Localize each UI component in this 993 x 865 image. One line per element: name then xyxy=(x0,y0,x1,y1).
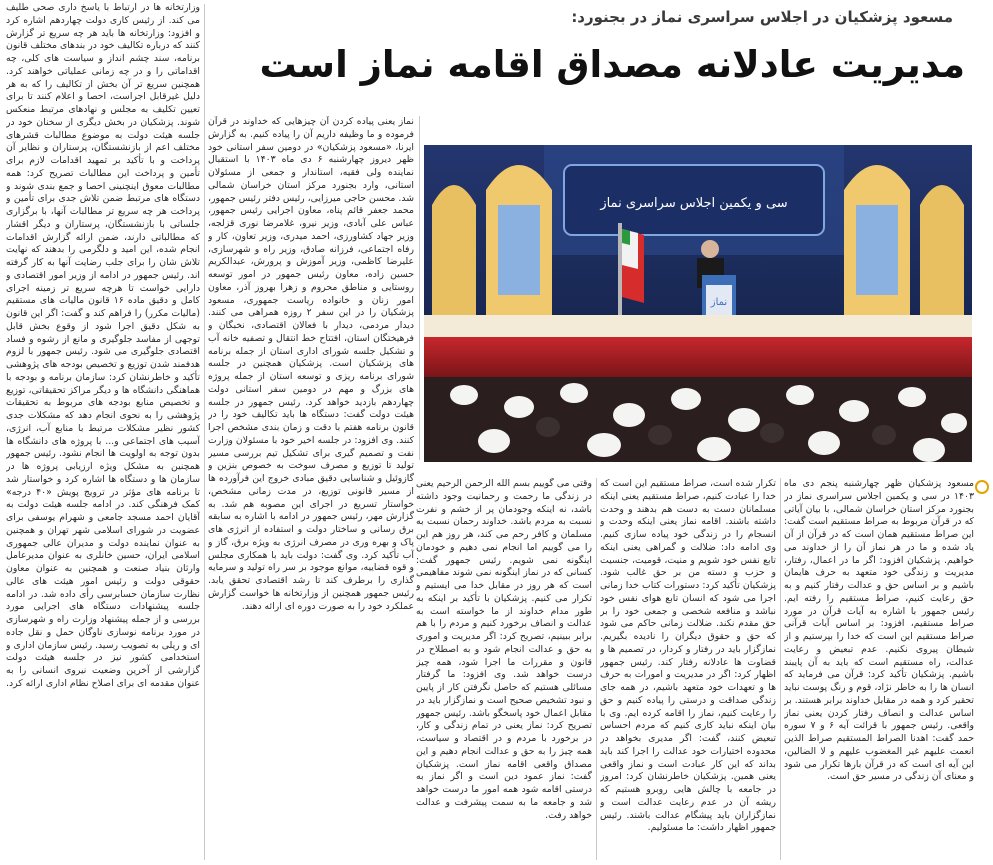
article-headline: مدیریت عادلانه مصداق اقامه نماز است xyxy=(259,43,965,86)
bottom-column-3-paragraph: مسعود پزشکیان ظهر چهارشنبه پنجم دی ماه ۱۴۰۳ در سی و یکمین اجلاس سراسری نماز در بجنورد مرکز استان خراسان شمالی، با بیان آیاتی که در قرآن مربوط به صراط مستقیم است گفت: این صراط مستقیم همان است که در قرآن از آن یاد شده و ما در هر نماز آن را از خداوند می خواهیم. پزشکیان افزود: اگر ما در اعمال، رفتار، مدیریت و زندگی خود متعهد به حرف هایمان باشیم و بر اساس حق و عدالت رفتار کنیم و به حق رعایت کنیم، صراط مستقیم را رفته ایم. رئیس جمهور با اشاره به آیات قرآن در مورد صراط مستقیم، افزود: بر اساس آیات قرآنی صراط مستقیم این است که خدا را بپرستیم و از شیطان پیروی نکنیم. عدم تبعیض و رعایت عدالت، راه مستقیم است که باید به آن پایبند باشیم. پزشکیان تأکید کرد: قرآن می فرماید که انسان ها را به خاطر نژاد، قوم و رنگ پوست نباید تحقیر کرد و همه در مقابل خداوند برابر هستند. بر اساس عدالت و انصاف رفتار کردن یعنی نماز واقعی. رئیس جمهور با قرائت آیه ۶ و ۷ سوره حمد گفت: اهدنا الصراط المستقیم صراط الذین انعمت علیهم غیر المغضوب علیهم و لا الضالین، این آیه ای است که در قرآن بارها تکرار می شود و معنای آن زندگی در مسیر حق است. xyxy=(784,478,974,783)
column-divider xyxy=(204,4,205,860)
column-divider xyxy=(596,478,597,860)
article-photo xyxy=(424,145,972,462)
bottom-column-3-text xyxy=(784,478,974,864)
middle-column-text xyxy=(208,116,414,864)
article-start-marker-icon xyxy=(975,480,989,494)
left-column-text xyxy=(6,2,200,862)
middle-column-paragraph: نماز یعنی پیاده کردن آن چیزهایی که خداوند در قرآن فرموده و ما وظیفه داریم آن را پیاده کنیم. به گزارش ایرنا، «مسعود پزشکیان» در دومین سفر استانی خود ظهر دیروز چهارشنبه ۶ دی ماه ۱۴۰۳ با استقبال نماینده ولی فقیه، استاندار و جمعی از مسئولان استانی، وارد بجنورد مرکز استان خراسان شمالی شد. محسن حاجی میرزایی، رئیس دفتر رئیس جمهور، محمد جعفر قائم پناه، معاون اجرایی رئیس جمهور، عباس علی آبادی، وزیر نیرو، غلامرضا نوری قزلجه، وزیر جهاد کشاورزی، احمد میدری، وزیر تعاون، کار و رفاه اجتماعی، فرزانه صادق، وزیر راه و شهرسازی، علیرضا کاظمی، وزیر آموزش و پرورش، عبدالکریم حسین زاده، معاون رئیس جمهور در امور توسعه روستایی و مناطق محروم و زهرا بهروز آذر، معاون امور زنان و خانواده ریاست جمهوری، مسعود پزشکیان را در این سفر ۲ روزه همراهی می کنند. دیدار مردمی، دیدار با فعالان اقتصادی، نخبگان و فرهیختگان استان، افتتاح خط انتقال و تصفیه خانه آب و تشکیل جلسه شورای اداری استان از جمله برنامه های پزشکیان است. پزشکیان همچنین در جلسه شورای برنامه ریزی و توسعه استان از جمله پروژه های بزرگ و مهم در دومین سفر استانی دولت چهاردهم بازدید خواهد کرد. رئیس جمهور در جلسه هیئت دولت گفت: دستگاه ها باید تکالیف خود را در قانون برنامه هفتم با دقت و زمان بندی مشخص اجرا کنند. وی افزود: در جلسه اخیر خود با مسئولان وزارت نفت و تصمیم گیری برای تشکیل تیم بررسی مسیر تولید تا توزیع و مصرف سوخت به خصوص بنزین و گازوئیل و شناسایی دقیق مبادی خروج این فرآورده ها از مسیر قانونی توزیع، در مدت زمانی مشخص، خواستار تسریع در اجرای این مصوبه هم شد. به گزارش مهر، رئیس جمهور در ادامه با اشاره به سابقه برق رسانی و ساختار دولت و استفاده از انرژی های پاک و بهره وری در مصرف انرژی به ویژه برق، گاز و آب تأکید کرد. وی گفت: دولت باید با همکاری مجلس و قوه قضاییه، موانع موجود بر سر راه تولید و سرمایه گذاری را برطرف کند تا رشد اقتصادی تحقق یابد. رئیس جمهور همچنین از وزارتخانه ها خواست گزارش عملکرد خود را به صورت دوره ای ارائه دهند. xyxy=(208,116,414,612)
podium-logo-text: نماز xyxy=(710,297,728,308)
left-column-paragraph: وزارتخانه ها در ارتباط با یاسخ داری صحی طلیف می کند. از رئیس کاری دولت چهاردهم اشاره کرد و افزود: وزارتخانه ها باید هر چه سریع تر گزارش کنند که درباره تکالیف خود در بندهای مختلف قانون برنامه، سند چشم انداز و سیاست های کلی، چه اقداماتی را و در چه زمانی عملیاتی خواهند کرد. همچنین سریع تر آن بخش از تکالیف را که به هر دلیل غیرقابل اجراست، احصا و اعلام کنند تا برای تعیین تکلیف به مجلس و نهادهای مرتبط منعکس شوند. پزشکیان در بخش دیگری از سخنان خود در جلسه هیئت دولت به موضوع مطالبات قشرهای مختلف اعم از بازنشستگان، پرستاران و نظایر آن پرداخت و با تأکید بر تمهید اقدامات لازم برای تأمین و پرداخت این مطالبات تصریح کرد: همه مطالبات معوق اینچنینی احصا و جمع بندی شوند و دستگاه های مرتبط ضمن تلاش جدی برای تأمین و پرداخت هر چه سریع تر مطالبات آنها، با برگزاری جلساتی با بازنشستگان، پرستاران و دیگر اقشار که مطالباتی دارند، ضمن ارائه گزارش اقدامات انجام شده، این امید و دلگرمی را بدهند که نهایت تلاش شان را برای جلب رضایت آنها به کار گرفته اند. رئیس جمهور در ادامه از وزیر امور اقتصادی و دارایی خواست تا هرچه سریع تر زمینه اجرای کامل و دقیق ماده ۱۶ قانون مالیات های مستقیم (مالیات مکرر) را فراهم کند و گفت: اگر این قانون به شکل دقیق اجرا شود از وقوع بخش قابل توجهی از مفاسد جلوگیری و مانع از رشوه و فساد اقتصادی جلوگیری می شود. رئیس جمهور با لزوم هدفمند شدن توزیع و تخصیص بودجه های پژوهشی تأکید و خاطرنشان کرد: سازمان برنامه و بودجه با هماهنگی دانشگاه ها و دیگر مراکز تحقیقاتی، توزیع و تخصیص منابع بودجه های مربوط به تحقیقات پژوهشی را به نحوی انجام دهد که مشکلات جدی کشور نظیر مشکلات مرتبط با منابع آب، انرژی، آسیب های اجتماعی و... با پروژه های دانشگاه ها بدون توجه به اولویت ها انجام نشود. رئیس جمهور همچنین به مشکل ویژه ارزیابی پروژه ها در سازمان ها و دستگاه ها اشاره کرد و خواستار شد تا برنامه های مؤثر در ترویج پویش «۴۰ درجه» کمک فرهنگی کند. در ادامه جلسه هیئت دولت به آقایان احمد مسجد جامعی و شهرام یوسفی برای عضویت در شورای اسلامی شهر تهران و همچنین به عنوان نماینده دولت و مدیران عالی جمهوری اسلامی ایران، حسین خانلری به عنوان مدیرعامل وارثان بنیاد صنعت و همچنین به عنوان معاون حقوقی دولت و رئیس امور هیئت های عالی نظارت سازمان حسابرسی رأی داده شد. در ادامه جلسه پیشنهادات دستگاه های اجرایی مورد بررسی و از جمله پیشنهاد وزارت راه و شهرسازی در مورد برنامه نوسازی ناوگان حمل و نقل جاده ای و ریلی به تصویب رسید. رئیس سازمان اداری و استخدامی کشور نیز در جلسه هیئت دولت گزارشی از آخرین وضعیت نیروی انسانی را به عنوان مقدمه ای برای اصلاح نظام اداری ارائه کرد. xyxy=(6,2,200,689)
column-divider xyxy=(780,478,781,860)
column-divider xyxy=(419,116,420,460)
article-kicker: مسعود پزشکیان در اجلاس سراسری نماز در بجنورد: xyxy=(571,8,953,26)
conference-photo-illustration xyxy=(424,145,972,462)
bottom-column-2-text xyxy=(600,478,776,864)
bottom-column-1-paragraph: وقتی می گوییم بسم الله الرحمن الرحیم یعنی در زندگی ما رحمت و رحمانیت وجود داشته باشد، نه اینکه وجودمان پر از خشم و نفرت نسبت به مردم باشد. خداوند رحمان نسبت به مسلمان و کافر رحم می کند، هر روز هم این را می گوییم اما انجام نمی دهیم و خودمان اینگونه نمی شویم. رئیس جمهور گفت: کسانی که در نماز اینگونه نمی شوند مفاهیمی است که هر روز در مقابل خدا می ایستیم و تکرار می کنیم. پزشکیان با تأکید بر اینکه به طور مدام خداوند از ما خواسته است به عدالت و انصاف برخورد کنیم و مردم را با هم برابر ببینیم، تصریح کرد: اگر مدیریت و اموری به حق و عدالت انجام شود و به اصطلاح در قانون و مقررات ما اجرا شود، همه چیز درست خواهد شد. وی افزود: ما گرفتار مسائلی هستیم که حاصل نگرفتن کار از پایین و نبود تشخیص صحیح است و نمازگزار باید در مقابل اعمال خود پاسخگو باشد. رئیس جمهور تصریح کرد: نماز یعنی در تمام زندگی و کار، در برخورد با مردم و در اقتصاد و سیاست، همه چیز را به حق و عدالت انجام دهیم و این مصداق واقعی اقامه نماز است. پزشکیان گفت: نماز عمود دین است و اگر نماز به درستی اقامه شود همه امور ما درست خواهد شد و جامعه ما به سمت پیشرفت و عدالت خواهد رفت. xyxy=(416,478,592,821)
stage-banner-text: سی و یکمین اجلاس سراسری نماز xyxy=(600,196,788,211)
bottom-column-1-text xyxy=(416,478,592,864)
bottom-column-2-paragraph: تکرار شده است، صراط مستقیم این است که خدا را عبادت کنیم، صراط مستقیم یعنی اینکه مسلمانان دست به دست هم بدهند و وحدت داشته باشند. اقامه نماز یعنی اینکه وحدت و انسجام را در زندگی خود پیاده سازی کنیم. وی ادامه داد: ضلالت و گمراهی یعنی اینکه تابع نفس خود شویم و منیت، قومیت، جنسیت و حزب و دسته من بر حق غالب شود. پزشکیان تأکید کرد: دستورات کتاب خدا زمانی اجرا می شود که انسان تابع هوای نفس خود نباشد و منافعه شخصی و جمعی خود را بر حق مقدم نکند. ضلالت زمانی حاکم می شود که حق و حقوق دیگران را نادیده بگیریم. نمازگزار باید در رفتار و کردار، در تصمیم ها و قضاوت ها عادلانه رفتار کند. رئیس جمهور اظهار کرد: اگر در مدیریت و امورات به حرف ها و تعهدات خود متعهد باشیم، در همه جای زندگی صداقت و درستی را پیاده کنیم و حق را رعایت کنیم، نماز را اقامه کرده ایم. وی با بیان اینکه نباید کاری کنیم که مردم احساس تبعیض کنند، گفت: اگر مدیری بخواهد در محدوده اختیارات خود عدالت را اجرا کند باید بداند که این کار عبادت است و نماز واقعی یعنی همین. پزشکیان خاطرنشان کرد: امروز در جامعه با چالش هایی روبرو هستیم که ریشه آن در عدم رعایت عدالت است و نمازگزاران باید پیشگام عدالت باشند. رئیس جمهور اظهار داشت: ما مسئولیم. xyxy=(600,478,776,834)
